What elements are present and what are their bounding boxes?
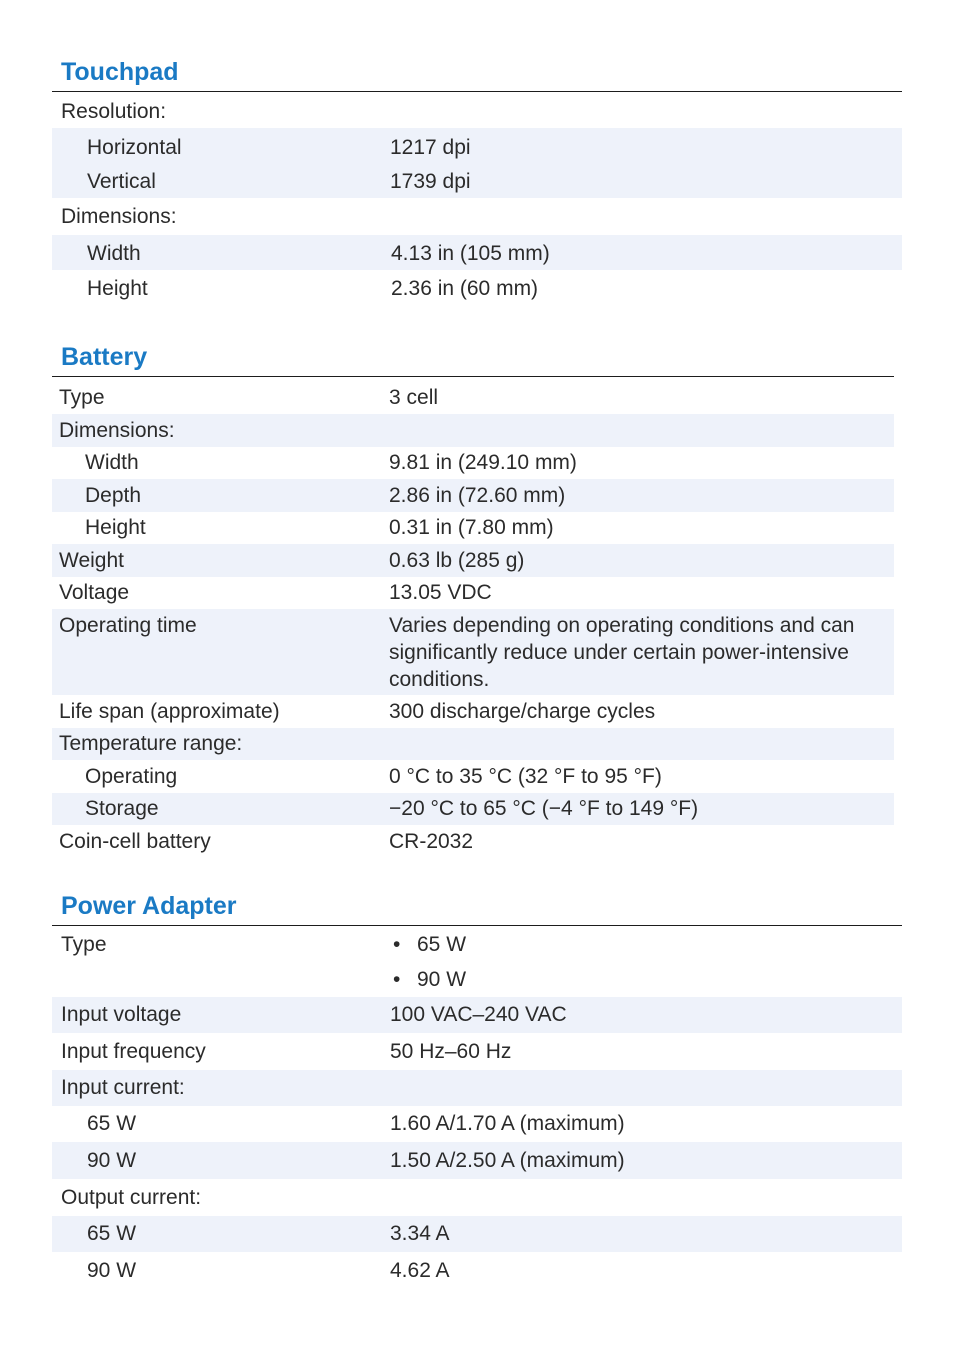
spec-value [390,198,902,235]
spec-value [390,1179,902,1216]
spec-label: Operating time [59,614,197,637]
touchpad-heading: Touchpad [61,58,179,86]
spec-row-life-span [52,695,894,728]
spec-value: 0.31 in (7.80 mm) [389,516,554,539]
spec-value: 0.63 lb (285 g) [389,549,525,572]
spec-value: 300 discharge/charge cycles [389,700,656,723]
spec-row-horizontal [52,131,902,165]
power-adapter-heading: Power Adapter [61,892,237,920]
spec-label: Type [59,386,105,409]
spec-value: 3.34 A [390,1222,450,1245]
spec-label: Input voltage [61,1003,182,1026]
spec-row-type [52,382,894,414]
spec-group-resolution [52,128,902,198]
spec-value: 1.50 A/2.50 A (maximum) [390,1149,625,1172]
spec-value: 13.05 VDC [389,581,492,604]
spec-value [390,1070,902,1106]
spec-row-output-current-90w [52,1252,902,1289]
spec-value [389,728,894,760]
spec-row-input-current-90w [52,1142,902,1179]
spec-label: Height [87,277,148,300]
spec-row-width [52,447,894,479]
spec-label: Dimensions: [59,419,175,442]
spec-row-resolution [52,95,902,128]
spec-label: Temperature range: [59,732,243,755]
section-divider [52,91,902,92]
spec-label: Input current: [61,1076,185,1099]
spec-label: Width [87,242,141,265]
spec-value: 1217 dpi [390,136,471,159]
spec-label: Vertical [87,170,156,193]
spec-value: 2.36 in (60 mm) [391,277,539,300]
spec-row-depth [52,479,894,512]
spec-label: Width [85,451,139,474]
spec-value: 1.60 A/1.70 A (maximum) [390,1112,625,1135]
spec-row-temperature-range [52,728,894,760]
spec-label: Input frequency [61,1040,206,1063]
spec-value: CR-2032 [389,830,474,853]
battery-section [52,342,894,858]
spec-row-vertical [52,165,902,198]
section-divider [52,376,894,377]
spec-row-input-voltage [52,997,902,1033]
spec-row-height [52,512,894,544]
spec-value: • 90 W [390,962,902,997]
spec-label: Voltage [59,581,130,604]
spec-label [52,962,390,997]
spec-row-coin-cell-battery [52,825,894,858]
spec-value [390,95,902,128]
spec-row-width [52,235,902,270]
section-divider [52,925,902,926]
spec-label: Horizontal [87,136,182,159]
spec-label: 65 W [87,1222,137,1245]
spec-row-storage [52,793,894,825]
spec-row-dimensions [52,414,894,447]
spec-value [389,414,894,447]
spec-label: Dimensions: [61,205,177,228]
spec-label: Coin-cell battery [59,830,211,853]
spec-value: 1739 dpi [390,170,471,193]
spec-label: 65 W [87,1112,137,1135]
spec-value: 9.81 in (249.10 mm) [389,451,577,474]
spec-value: 4.62 A [390,1259,450,1282]
spec-label: Depth [85,484,142,507]
spec-row-type [52,928,902,962]
spec-label: 90 W [87,1259,137,1282]
spec-value: 2.86 in (72.60 mm) [389,484,566,507]
spec-label: Life span (approximate) [59,700,280,723]
spec-value: 3 cell [389,386,439,409]
spec-row-height [52,270,902,308]
spec-label: Height [85,516,146,539]
spec-row-output-current-65w [52,1216,902,1252]
spec-label: Resolution: [61,100,167,123]
spec-value: 50 Hz–60 Hz [390,1040,512,1063]
spec-value: 4.13 in (105 mm) [391,242,550,265]
spec-row-dimensions [52,198,902,235]
spec-value: Varies depending on operating conditions and can significantly reduce under certain power-intensive conditions. [389,614,855,691]
spec-value: −20 °C to 65 °C (−4 °F to 149 °F) [389,797,699,820]
spec-label: Type [61,933,107,956]
spec-row-output-current [52,1179,902,1216]
spec-row-input-frequency [52,1033,902,1070]
spec-label: Weight [59,549,124,572]
spec-value: • 65 W [390,928,902,962]
spec-row-type-option [52,962,902,997]
spec-row-operating [52,760,894,793]
spec-label: Operating [85,765,178,788]
spec-row-input-current-65w [52,1106,902,1142]
battery-heading: Battery [61,343,148,371]
spec-row-voltage [52,577,894,609]
touchpad-section [52,57,902,308]
spec-value: 100 VAC–240 VAC [390,1003,567,1026]
spec-row-weight [52,544,894,577]
spec-value: 0 °C to 35 °C (32 °F to 95 °F) [389,765,662,788]
spec-label: 90 W [87,1149,137,1172]
spec-label: Output current: [61,1186,202,1209]
spec-row-input-current [52,1070,902,1106]
power-adapter-section [52,891,902,1289]
spec-label: Storage [85,797,159,820]
spec-row-operating-time [52,609,894,695]
